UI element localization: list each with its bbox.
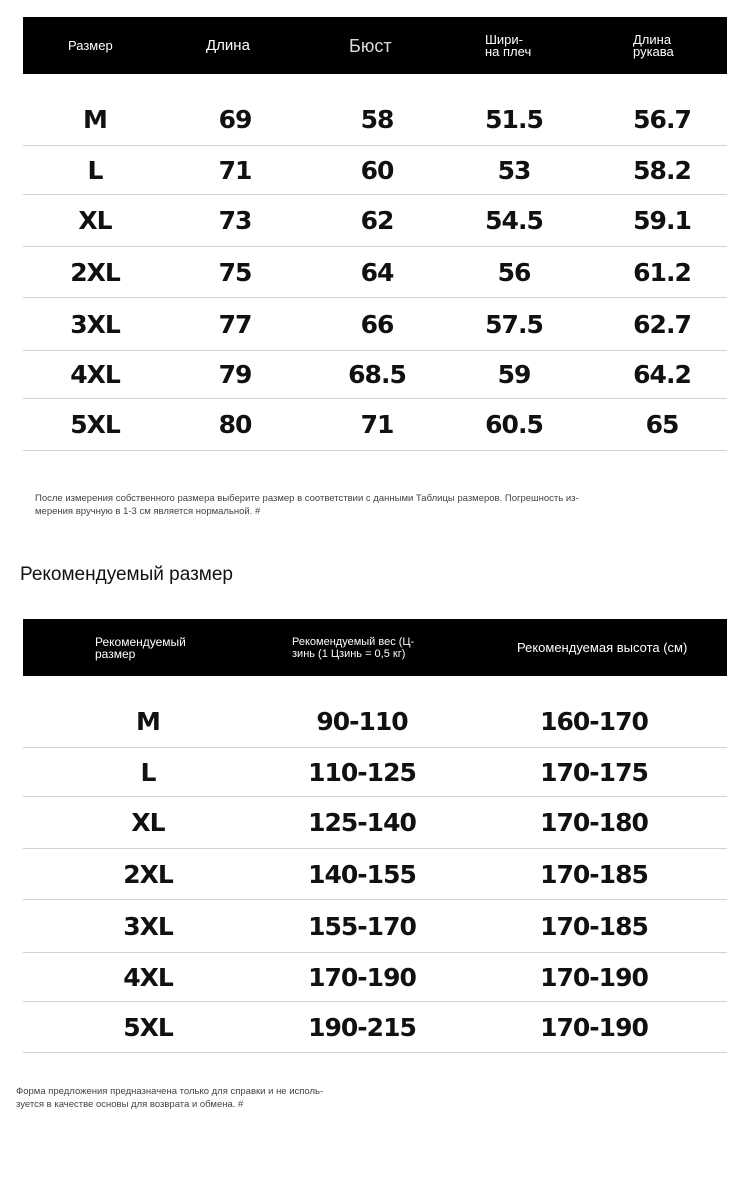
size-cell: 5XL [70, 410, 120, 439]
shoulder-cell: 56 [497, 257, 531, 287]
sleeve-cell: 56.7 [633, 104, 691, 134]
shoulder-cell: 59 [497, 360, 531, 389]
table-row [23, 695, 727, 748]
table-row [23, 247, 727, 298]
header-recommended-weight: Рекомендуемый вес (Ц- зинь (1 Цзинь = 0,5 кг) [292, 635, 415, 660]
length-cell: 75 [218, 257, 252, 287]
length-cell: 73 [218, 206, 252, 235]
recommended-size-title: Рекомендуемый размер [20, 564, 233, 585]
length-cell: 69 [218, 104, 252, 134]
size-cell: 3XL [123, 911, 173, 941]
header-recommended-size: Рекомендуемый размер [95, 634, 186, 661]
size-cell: 3XL [70, 309, 120, 339]
bust-cell: 66 [360, 309, 394, 339]
table-row [23, 399, 727, 451]
size-cell: 4XL [70, 360, 120, 389]
bust-cell: 68.5 [348, 360, 406, 389]
bust-cell: 60 [360, 155, 394, 185]
height-cell: 170-190 [540, 962, 648, 992]
weight-cell: 170-190 [308, 962, 416, 992]
sleeve-cell: 61.2 [633, 257, 691, 287]
weight-cell: 125-140 [308, 808, 416, 837]
length-cell: 77 [218, 309, 252, 339]
size-cell: 2XL [70, 257, 120, 287]
recommended-size-table [23, 619, 727, 1042]
table-row [23, 351, 727, 399]
bust-cell: 58 [360, 104, 394, 134]
table-row [23, 900, 727, 953]
header-bust: Бюст [349, 35, 392, 56]
size-cell: 2XL [123, 859, 173, 889]
table-row [23, 1002, 727, 1053]
table-row [23, 146, 727, 195]
sleeve-cell: 62.7 [633, 309, 691, 339]
table-row [23, 93, 727, 146]
weight-cell: 110-125 [308, 757, 416, 787]
sleeve-cell: 58.2 [633, 155, 691, 185]
table-row [23, 298, 727, 351]
height-cell: 170-180 [540, 808, 648, 837]
table-row [23, 953, 727, 1002]
height-cell: 160-170 [540, 706, 648, 736]
size-cell: L [140, 757, 156, 787]
table-row [23, 195, 727, 247]
length-cell: 79 [218, 360, 252, 389]
header-sleeve-length: Длина рукава [633, 31, 674, 59]
bust-cell: 64 [360, 257, 394, 287]
shoulder-cell: 57.5 [485, 309, 543, 339]
size-cell: M [83, 104, 107, 134]
header-recommended-height: Рекомендуемая высота (см) [517, 639, 688, 655]
sleeve-cell: 64.2 [633, 360, 691, 389]
header-shoulder-width: Шири- на плеч [485, 31, 532, 59]
table-row [23, 849, 727, 900]
length-cell: 71 [218, 155, 252, 185]
measurement-note: После измерения собственного размера выберите размер в соответствии с данными Таблицы размеров. Погрешность из- мерения вручную в 1-3 см является нормальной. # [35, 493, 579, 517]
size-cell: 4XL [123, 962, 173, 992]
weight-cell: 90-110 [316, 706, 408, 736]
bust-cell: 71 [360, 410, 394, 439]
weight-cell: 140-155 [308, 859, 416, 889]
size-cell: XL [78, 206, 112, 235]
recommended-table-header [23, 619, 727, 676]
size-table-header [23, 17, 727, 74]
weight-cell: 155-170 [308, 911, 416, 941]
sleeve-cell: 65 [645, 410, 679, 439]
height-cell: 170-185 [540, 859, 648, 889]
height-cell: 170-190 [540, 1012, 648, 1042]
header-length: Длина [206, 36, 250, 54]
size-cell: 5XL [123, 1012, 173, 1042]
height-cell: 170-185 [540, 911, 648, 941]
length-cell: 80 [218, 410, 252, 439]
table-row [23, 748, 727, 797]
table-row [23, 797, 727, 849]
size-cell: L [87, 155, 103, 185]
shoulder-cell: 51.5 [485, 104, 543, 134]
reference-note: Форма предложения предназначена только для справки и не исполь- зуется в качестве основы для возврата и обмена. # [16, 1086, 324, 1110]
bust-cell: 62 [360, 206, 394, 235]
shoulder-cell: 60.5 [485, 410, 543, 439]
weight-cell: 190-215 [308, 1012, 416, 1042]
sleeve-cell: 59.1 [633, 206, 691, 235]
size-table [23, 17, 727, 439]
size-cell: M [136, 706, 160, 736]
shoulder-cell: 54.5 [485, 206, 543, 235]
shoulder-cell: 53 [497, 155, 531, 185]
header-size: Размер [68, 37, 113, 53]
size-cell: XL [131, 808, 165, 837]
height-cell: 170-175 [540, 757, 648, 787]
